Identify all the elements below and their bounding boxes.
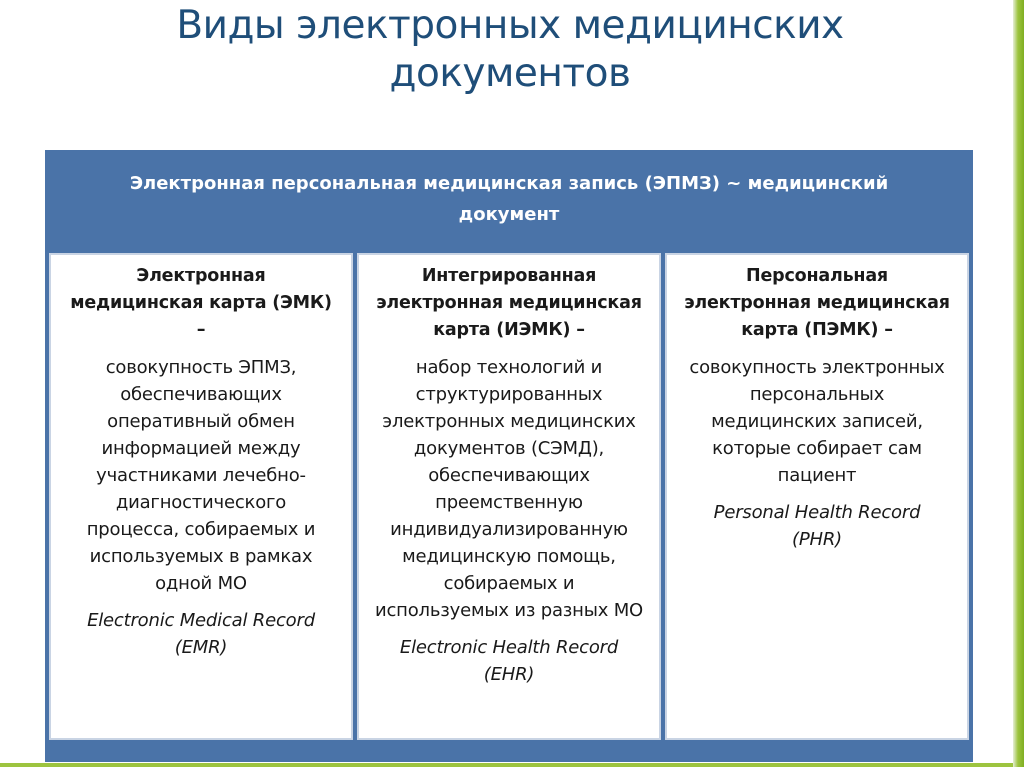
title-line: электронная медицинская xyxy=(376,293,642,313)
column-emk-title xyxy=(51,263,351,344)
body-line: электронных медицинских xyxy=(382,411,636,432)
body-line: пациент xyxy=(777,465,857,486)
english-line: (EHR) xyxy=(483,664,535,685)
column-iemk-title xyxy=(359,263,659,344)
table-header-line-1: Электронная персональная медицинская запись (ЭПМЗ) ~ медицинский xyxy=(129,173,889,194)
column-emk xyxy=(49,253,353,740)
body-line: персональных xyxy=(749,384,885,405)
body-line: используемых из разных МО xyxy=(374,600,644,621)
title-line: Персональная xyxy=(746,266,888,286)
body-line: участниками лечебно- xyxy=(96,465,306,486)
english-line: (EMR) xyxy=(174,637,228,658)
column-emk-description xyxy=(51,354,351,597)
column-iemk xyxy=(357,253,661,740)
title-line: – xyxy=(196,320,206,340)
english-line: Personal Health Record xyxy=(713,502,921,523)
document-types-table xyxy=(45,150,973,762)
body-line: процесса, собираемых и xyxy=(86,519,316,540)
body-line: одной МО xyxy=(155,573,247,594)
title-line: медицинская карта (ЭМК) xyxy=(70,293,332,313)
column-pemk-english-term xyxy=(667,499,967,553)
body-line: обеспечивающих xyxy=(120,384,282,405)
body-line: совокупность ЭПМЗ, xyxy=(105,357,297,378)
slide-title-line-2: документов xyxy=(389,51,631,96)
english-line: (PHR) xyxy=(792,529,842,550)
body-line: собираемых и xyxy=(443,573,575,594)
body-line: обеспечивающих xyxy=(428,465,590,486)
column-pemk xyxy=(665,253,969,740)
body-line: используемых в рамках xyxy=(89,546,313,567)
title-line: карта (ИЭМК) – xyxy=(433,320,585,340)
english-line: Electronic Health Record xyxy=(399,637,619,658)
english-line: Electronic Medical Record xyxy=(87,610,315,631)
column-pemk-title xyxy=(667,263,967,344)
slide-title xyxy=(40,2,980,98)
body-line: медицинскую помощь, xyxy=(402,546,616,567)
title-line: Электронная xyxy=(136,266,266,286)
column-emk-english-term xyxy=(51,607,351,661)
right-accent-bar xyxy=(1013,0,1024,767)
table-header-line-2: документ xyxy=(458,204,560,225)
body-line: медицинских записей, xyxy=(711,411,923,432)
table-header xyxy=(45,150,973,248)
table-bottom-strip xyxy=(45,744,973,762)
body-line: диагностического xyxy=(115,492,287,513)
title-line: карта (ПЭМК) – xyxy=(741,320,893,340)
body-line: преемственную xyxy=(435,492,583,513)
body-line: совокупность электронных xyxy=(689,357,945,378)
body-line: информацией между xyxy=(101,438,301,459)
body-line: индивидуализированную xyxy=(390,519,628,540)
column-pemk-description xyxy=(667,354,967,489)
body-line: набор технологий и xyxy=(415,357,603,378)
body-line: структурированных xyxy=(415,384,603,405)
title-line: электронная медицинская xyxy=(684,293,950,313)
body-line: документов (СЭМД), xyxy=(413,438,605,459)
bottom-accent-line xyxy=(0,763,1013,767)
column-iemk-description xyxy=(359,354,659,624)
body-line: которые собирает сам xyxy=(712,438,922,459)
column-iemk-english-term xyxy=(359,634,659,688)
title-line: Интегрированная xyxy=(421,266,597,286)
slide-title-line-1: Виды электронных медицинских xyxy=(176,3,844,48)
body-line: оперативный обмен xyxy=(107,411,295,432)
